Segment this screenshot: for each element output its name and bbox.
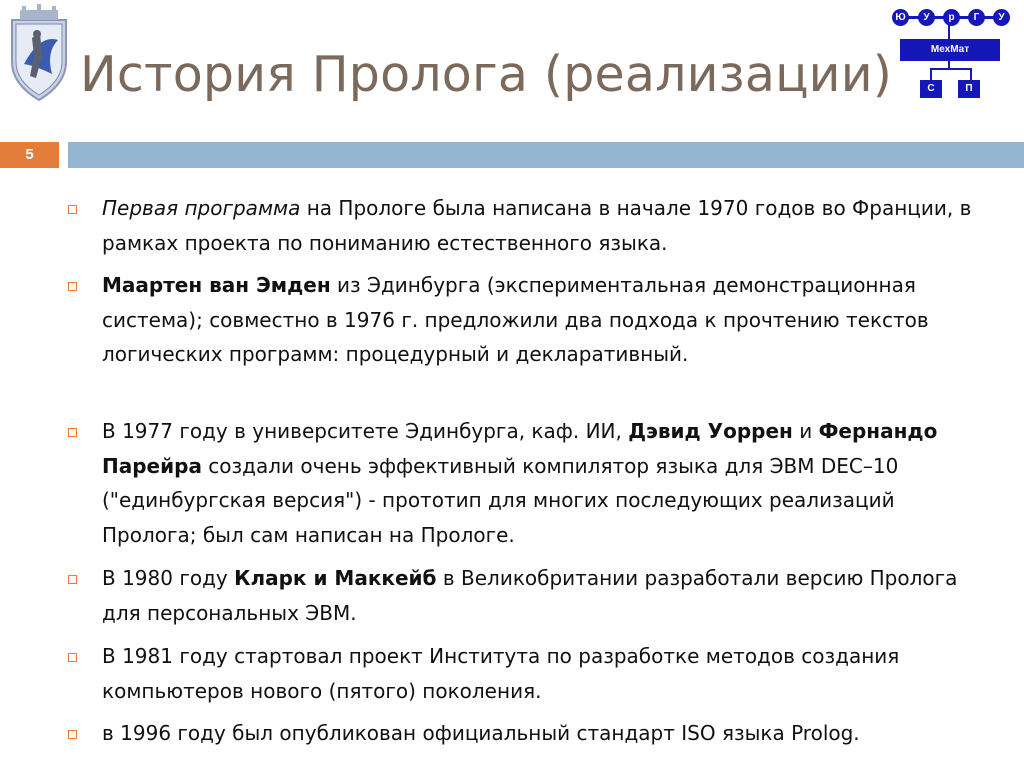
bullet-text-run: в 1996 году был опубликован официальный стандарт ISO языка Prolog. [102, 721, 860, 745]
bullet-item [102, 639, 982, 708]
bullet-item [102, 414, 982, 552]
bullet-item [102, 191, 982, 260]
bullet-marker [68, 653, 77, 662]
logo-letter: У [993, 9, 1010, 26]
bullet-text-run: В 1981 году стартовал проект Института по разработке методов создания компьютеров нового (пятого) поколения. [102, 644, 900, 703]
bullet-item [102, 268, 982, 372]
logo-letter: Г [968, 9, 985, 26]
bullet-text-run: Фернандо Парейра [102, 419, 938, 478]
logo-letter: р [943, 9, 960, 26]
bullet-text-run: Первая программа [102, 196, 301, 220]
header-bar [68, 142, 1024, 168]
logo-letter: У [918, 9, 935, 26]
bullet-text-run: создали очень эффективный компилятор языка для ЭВМ DEC–10 ("единбургская версия") - прототип для многих последующих реализаций Пролога; был сам написан на Прологе. [102, 453, 899, 547]
bullet-text-run: и [792, 419, 819, 443]
bullet-text-run: В 1980 году [102, 566, 235, 590]
bullet-marker [68, 730, 77, 739]
bullet-text-run: на Прологе была написана в начале 1970 годов во Франции, в рамках проекта по пониманию естественного языка. [102, 196, 972, 255]
logo-bottom-right: П [958, 80, 980, 98]
bullet-marker [68, 282, 77, 291]
slide-number: 5 [0, 142, 59, 168]
bullet-marker [68, 428, 77, 437]
university-emblem [6, 4, 72, 102]
bullet-text-run: Дэвид Уоррен [628, 419, 793, 443]
slide-title: История Пролога (реализации) [80, 46, 893, 103]
logo-center: МехМат [900, 39, 1000, 61]
bullet-item [102, 716, 982, 751]
logo-bottom-left: С [920, 80, 942, 98]
bullet-item [102, 561, 982, 630]
bullet-text-run: В 1977 году в университете Эдинбурга, каф. ИИ, [102, 419, 629, 443]
bullet-marker [68, 205, 77, 214]
mehmat-logo [886, 6, 1016, 106]
bullet-text-run: Кларк и Маккейб [234, 566, 437, 590]
bullet-text-run: Маартен ван Эмден [102, 273, 331, 297]
bullet-marker [68, 575, 77, 584]
bullet-text-run: в Великобритании разработали версию Пролога для персональных ЭВМ. [102, 566, 958, 625]
bullet-text-run: из Эдинбурга (экспериментальная демонстрационная система); совместно в 1976 г. предложили два подхода к прочтению текстов логических программ: процедурный и декларативный. [102, 273, 929, 366]
logo-letter: Ю [892, 9, 909, 26]
